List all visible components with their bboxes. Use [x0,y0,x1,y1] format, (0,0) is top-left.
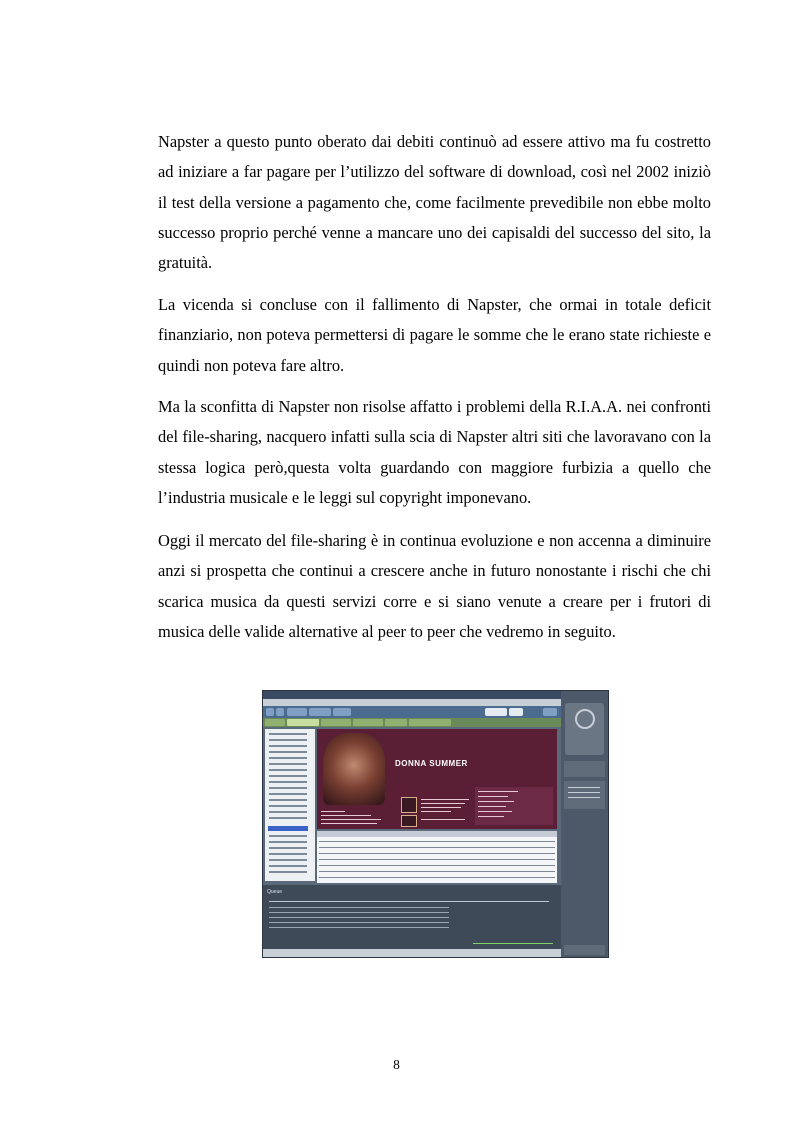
paragraph-1: Napster a questo punto oberato dai debiti continuò ad essere attivo ma fu costretto ad iniziare a far pagare per l’utilizzo del software di download, così nel 2002 iniziò il test della versione a pagamento che, come facilmente prevedibile non ebbe molto successo proprio perché venne a mancare uno dei capisaldi del successo del sito, la gratuità. [158,132,711,273]
tree-item [269,769,307,771]
artist-name: DONNA SUMMER [395,759,468,768]
related-links [475,787,553,825]
napster-logo-icon [575,709,595,729]
tab [353,719,383,726]
bio-line [321,811,345,812]
forward-icon [276,708,284,716]
album-info-line [421,803,465,804]
side-info-line [568,787,600,788]
related-link [478,806,506,807]
library-tree [265,729,315,881]
table-row [319,877,555,878]
tree-item [269,745,307,747]
search-field [509,708,523,716]
tree-item [269,757,307,759]
table-row [319,859,555,860]
paragraph-3: Ma la sconfitta di Napster non risolse affatto i problemi della R.I.A.A. nei confronti del file-sharing, nacquero infatti sulla scia di Napster altri siti che lavoravano con la stessa logica però,questa volta guardando con maggiore furbizia a quello che l’industria musicale e le leggi sul copyright imponevano. [158,397,711,507]
tree-item [269,775,307,777]
tree-item [269,733,307,735]
album-thumbnail [401,797,417,813]
side-info-line [568,797,600,798]
napster-side-panel [561,691,608,957]
queue-row [269,907,449,908]
queue-row [269,912,449,913]
table-row [319,841,555,842]
tree-item [269,793,307,795]
tree-item-selected [268,826,308,831]
tree-item [269,841,307,843]
table-row [319,865,555,866]
side-footer [564,945,605,955]
tab-bar [263,718,561,727]
tab-active [287,719,319,726]
side-info-box [564,781,605,809]
transfer-status [473,943,553,944]
paragraph-2: La vicenda si concluse con il fallimento di Napster, che ormai in totale deficit finanziario, non poteva permettersi di pagare le somme che le erano state richieste e quindi non poteva fare altro. [158,295,711,375]
window-menu-bar [263,699,608,706]
napster-logo [565,703,604,755]
tree-item [269,805,307,807]
related-link [478,791,518,792]
bio-line [321,823,377,824]
queue-row [269,922,449,923]
tree-item [269,817,307,819]
tree-item [269,853,307,855]
window-toolbar [263,706,561,718]
tree-item [269,787,307,789]
album-info-line [421,799,469,800]
paragraph-4: Oggi il mercato del file-sharing è in continua evoluzione e non accenna a diminuire anzi si prospetta che continui a crescere anche in futuro nonostante i rischi che chi scarica musica da questi servizi corre e si siano venute a creare per i frutori di musica delle valide alternative al peer to peer che vedremo in seguito. [158,531,711,641]
table-row [319,871,555,872]
table-row [319,847,555,848]
tree-item [269,739,307,741]
album-info-line [421,819,465,820]
napster-screenshot-figure [262,690,609,958]
toolbar-button [543,708,557,716]
queue-title: Queue [267,889,283,895]
album-thumbnail [401,815,417,827]
related-link [478,801,514,802]
tree-item [269,871,307,873]
window-title-bar [263,691,608,699]
tree-item [269,865,307,867]
queue-header [269,901,549,902]
toolbar-button [333,708,351,716]
queue-row [269,917,449,918]
side-info-line [568,792,600,793]
album-info-line [421,807,461,808]
tree-item [269,835,307,837]
tree-item [269,847,307,849]
tab [409,719,451,726]
tree-item [269,763,307,765]
tree-item [269,799,307,801]
related-link [478,811,512,812]
download-queue [263,885,561,949]
tree-item [269,811,307,813]
tree-item [269,751,307,753]
bio-line [321,815,371,816]
status-bar [263,949,608,957]
artist-panel [317,729,557,829]
tab [385,719,407,726]
bio-line [321,819,381,820]
related-link [478,816,504,817]
related-link [478,796,508,797]
tree-item [269,781,307,783]
back-icon [266,708,274,716]
tracks-list [317,831,557,883]
tab [265,719,285,726]
toolbar-button [309,708,331,716]
page-number: 8 [393,1057,400,1072]
queue-row [269,927,449,928]
tree-item [269,859,307,861]
artist-portrait [323,733,385,805]
search-field [485,708,507,716]
tracks-list-header [317,831,557,837]
tab [321,719,351,726]
album-info-line [421,811,451,812]
toolbar-button [287,708,307,716]
player-controls [564,761,605,777]
table-row [319,853,555,854]
